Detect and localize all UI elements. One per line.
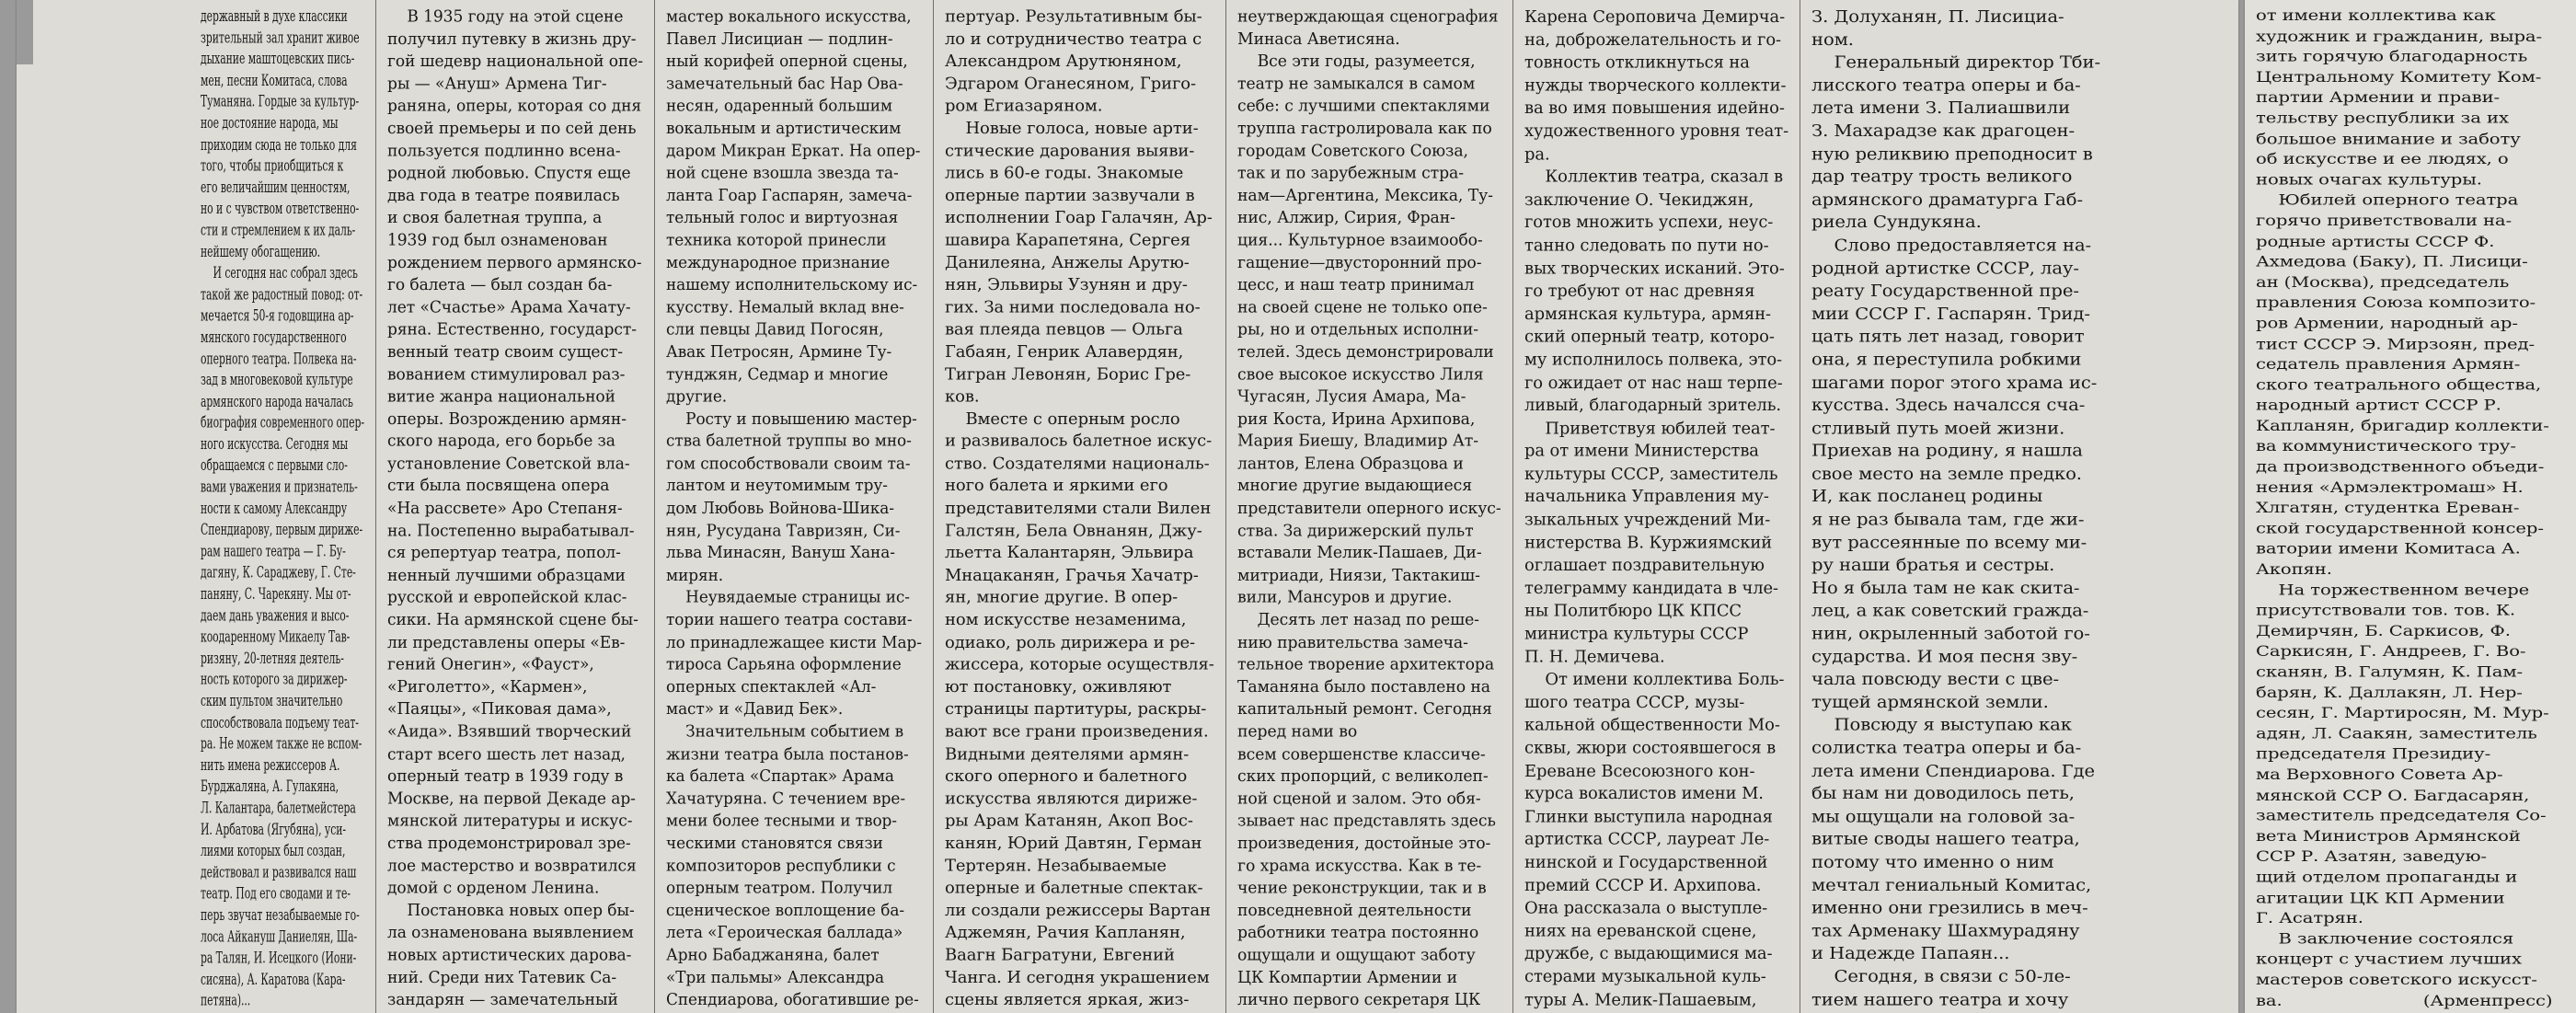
newspaper-clipping-right	[2245, 0, 2576, 1013]
article-column-3	[654, 0, 933, 1013]
article-column-1	[17, 0, 375, 1013]
column-text: от имени коллектива как художник и гражданин, выра- зить горячую благодарность Центральному Комитету Ком- партии Армении и прави- тельству республики за их большое внимание и заботу об искусстве и ее людях, о новых очагах культуры. Юбилей оперного театра горячо приветствовали на- родные артисты СССР Ф. Ахмедова (Баку), П. Лисици- ан (Москва), председатель правления Союза композито- ров Армении, народный ар- тист СССР Э. Мирзоян, пред- седатель правления Армян- ского театрального общества, народный артист СССР Р. Капланян, бригадир коллекти- ва коммунистического тру- да производственного объеди- нения «Армэлектромаш» Н. Хлгатян, студентка Ереван- ской государственной консер- ватории имени Комитаса А. Акопян. На торжественном вечере присутствовали тов. тов. К. Демирчян, Б. Саркисов, Ф. Саркисян, Г. Андреев, Г. Во- сканян, В. Галумян, К. Пам- барян, К. Даллакян, Л. Нер- сесян, Г. Мартиросян, М. Мур- адян, Л. Саакян, заместитель председателя Президиу- ма Верховного Совета Ар- мянской ССР О. Багдасарян, заместитель председателя Со- вета Министров Армянской ССР Р. Азатян, заведую- щий отделом пропаганды и агитации ЦК КП Армении Г. Асатрян. В заключение состоялся концерт с участием лучших мастеров советского искусст- ва. (Арменпресс)	[2256, 6, 2553, 1009]
column-text: Карена Сероповича Демирча- на, доброжелательность и го- товность откликнуться на нужды творческого коллекти- ва во имя повышения идейно- художественного уровня теат- ра. Коллектив театра, сказал в заключение О. Чекиджян, готов множить успехи, неус- танно следовать по пути но- вых творческих исканий. Это- го требуют от нас древняя армянская культура, армян- ский оперный театр, которо- му исполнилось полвека, это- го ожидает от нас наш терпе- ливый, благодарный зритель. Приветствуя юбилей теат- ра от имени Министерства культуры СССР, заместитель начальника Управления му- зыкальных учреждений Ми- нистерства В. Куржиямский оглашает поздравительную телеграмму кандидата в чле- ны Политбюро ЦК КПСС министра культуры СССР П. Н. Демичева. От имени коллектива Боль- шого театра СССР, музы- кальной общественности Мо- сквы, жюри состоявшегося в Ереване Всесоюзного кон- курса вокалистов имени М. Глинки выступила народная артистка СССР, лауреат Ле- нинской и Государственной премий СССР И. Архипова. Она рассказала о выступле- ниях на ереванской сцене, дружбе, с выдающимися ма- стерами музыкальной куль- туры А. Мелик-Пашаевым,	[1524, 6, 1789, 1009]
article-column-2	[375, 0, 654, 1013]
article-column-8	[2245, 0, 2576, 1013]
column-text: З. Долуханян, П. Лисициа- ном. Генеральный директор Тби- лисского театра оперы и ба- лета имени З. Палиашвили З. Махарадзе как драгоцен- ную реликвию преподносит в дар театру трость великого армянского драматурга Габ- риела Сундукяна. Слово предоставляется на- родной артистке СССР, лау- реату Государственной пре- мии СССР Г. Гаспарян. Трид- цать пять лет назад, говорит она, я переступила робкими шагами порог этого храма ис- кусства. Здесь началсся сча- стливый путь моей жизни. Приехав на родину, я нашла свое место на земле предко. И, как посланец родины я не раз бывала там, где жи- вут рассеянные по всему ми- ру наши братья и сестры. Но я была там не как скита- лец, а как советский гражда- нин, окрыленный заботой го- сударства. И моя песня зву- чала повсюду вести с цве- тущей армянской земли. Повсюду я выступаю как солистка театра оперы и ба- лета имени Спендиарова. Где бы нам ни доводилось петь, мы ощущали на головой за- витые своды нашего театра, потому что именно о ним мечтал гениальный Комитас, именно они грезились в меч- тах Арменаку Шахмурадяну и Надежде Папаян... Сегодня, в связи с 50-ле- тием нашего театра и хочу	[1811, 6, 2100, 1009]
article-column-4	[933, 0, 1225, 1013]
column-text: державный в духе классики зрительный зал хранит живое дыхание маштоцевских пись- мен, песни Комитаса, слова Туманяна. Гордые за культур- ное достояние народа, мы приходим сюда не только для того, чтобы приобщиться к его величайшим ценностям, но и с чувством ответственно- сти и стремлением к их даль- нейшему обогащению. И сегодня нас собрал здесь такой же радостный повод: от- мечается 50-я годовщина ар- мянского государственного оперного театра. Полвека на- зад в многовековой культуре армянского народа началась биография современного опер- ного искусства. Сегодня мы обращаемся с первыми сло- вами уважения и признатель- ности к самому Александру Спендиарову, первым дириже- рам нашего театра — Г. Бу- дагяну, К. Сараджеву, Г. Сте- паняну, С. Чарекяну. Мы от- даем дань уважения и высо- коодаренному Микаелу Тав- ризяну, 20-летняя деятель- ность которого за дирижер- ским пультом значительно способствовала подъему теат- ра. Не можем также не вспом- нить имена режиссеров А. Бурджаляна, А. Гулакяна, Л. Калантара, балетмейстера И. Арбатова (Ягубяна), уси- лиями которых был создан, действовал и развивался наш театр. Под его сводами и те- перь звучат незабываемые го- лоса Айкануш Даниелян, Ша- ра Талян, И. Исецкого (Иони- сисяна), А. Каратова (Кара- петяна)...	[201, 6, 365, 1010]
column-text: мастер вокального искусства, Павел Лисициан — подлин- ный корифей оперной сцены, замечательный бас Нар Ова- несян, одаренный большим вокальным и артистическим даром Микран Еркат. На опер- ной сцене взошла звезда та- ланта Гоар Гаспарян, замеча- тельный голос и виртуозная техника которой принесли международное признание нашему исполнительскому ис- кусству. Немалый вклад вне- сли певцы Давид Погосян, Авак Петросян, Армине Ту- тунджян, Седмар и многие другие. Росту и повышению мастер- ства балетной труппы во мно- гом способствовали своим та- лантом и неутомимым тру- дом Любовь Войнова-Шика- нян, Русудана Тавризян, Си- льва Минасян, Вануш Хана- мирян. Неувядаемые страницы ис- тории нашего театра состави- ло принадлежащее кисти Мар- тироса Сарьяна оформление оперных спектаклей «Ал- маст» и «Давид Бек». Значительным событием в жизни театра была постанов- ка балета «Спартак» Арама Хачатуряна. С течением вре- мени более тесными и твор- ческими становятся связи композиторов республики с оперным театром. Получил сценическое воплощение ба- лета «Героическая баллада» Арно Бабаджаняна, балет «Три пальмы» Александра Спендиарова, обогатившие ре-	[666, 6, 922, 1009]
newspaper-clipping-main	[17, 0, 2238, 1013]
article-column-7	[1800, 0, 2238, 1013]
column-text: В 1935 году на этой сцене получил путевку в жизнь дру- гой шедевр национальной опе- ры — «Ануш» Армена Тиг- раняна, оперы, которая со дня своей премьеры и по сей день пользуется подлинно всена- родной любовью. Спустя еще два года в театре появилась и своя балетная труппа, а 1939 год был ознаменован рождением первого армянско- го балета — был создан ба- лет «Счастье» Арама Хачату- ряна. Естественно, государст- венный театр своим сущест- вованием стимулировал раз- витие жанра национальной оперы. Возрождению армян- ского народа, его борьбе за установление Советской вла- сти была посвящена опера «На рассвете» Аро Степаня- на. Постепенно вырабатывал- ся репертуар театра, попол- ненный лучшими образцами русской и европейской клас- сики. На армянской сцене бы- ли представлены оперы «Ев- гений Онегин», «Фауст», «Риголетто», «Кармен», «Паяцы», «Пиковая дама», «Аида». Взявший творческий старт всего шесть лет назад, оперный театр в 1939 году в Москве, на первой Декаде ар- мянской литературы и искус- ства продемонстрировал зре- лое мастерство и возвратился домой с орденом Ленина. Постановка новых опер бы- ла ознаменована выявлением новых артистических дарова- ний. Среди них Татевик Са- зандарян — замечательный	[387, 6, 643, 1009]
column-text: пертуар. Результативным бы- ло и сотрудничество театра с Александром Арутюняном, Эдгаром Оганесяном, Григо- ром Егиазаряном. Новые голоса, новые арти- стические дарования выяви- лись в 60-е годы. Знакомые оперные партии зазвучали в исполнении Гоар Галачян, Ар- шавира Карапетяна, Сергея Данилеяна, Анжелы Арутю- нян, Эльвиры Узунян и дру- гих. За ними последовала но- вая плеяда певцов — Ольга Габаян, Генрик Алавердян, Тигран Левонян, Борис Гре- ков. Вместе с оперным росло и развивалось балетное искус- ство. Создателями националь- ного балета и яркими его представителями стали Вилен Галстян, Бела Овнанян, Джу- льетта Калантарян, Эльвира Мнацаканян, Грачья Хачатр- ян, многие другие. В опер- ном искусстве незаменима, одиако, роль дирижера и ре- жиссера, которые осуществля- ют постановку, оживляют страницы партитуры, раскры- вают все грани произведения. Видными деятелями армян- ского оперного и балетного искусства являются дириже- ры Арам Катанян, Акоп Вос- канян, Юрий Давтян, Герман Тертерян. Незабываемые оперные и балетные спектак- ли создали режиссеры Вартан Аджемян, Рачия Капланян, Ваагн Багратуни, Евгений Чанга. И сегодня украшением сцены является яркая, жиз-	[945, 6, 1214, 1009]
article-column-6	[1512, 0, 1800, 1013]
article-column-5	[1225, 0, 1512, 1013]
column-text: неутверждающая сценография Минаса Аветисяна. Все эти годы, разумеется, театр не замыкался в самом себе: с лучшими спектаклями труппа гастролировала как по городам Советского Союза, так и по зарубежным стра- нам—Аргентина, Мексика, Ту- нис, Алжир, Сирия, Фран- ция... Культурное взаимообо- гащение—двусторонний про- цесс, и наш театр принимал на своей сцене не только опе- ры, но и отдельных исполни- телей. Здесь демонстрировали свое высокое искусство Лиля Чугасян, Лусия Амара, Ма- рия Коста, Ирина Архипова, Мария Биешу, Владимир Ат- лантов, Елена Образцова и многие другие выдающиеся представители оперного искус- ства. За дирижерский пульт вставали Мелик-Пашаев, Ди- митриади, Ниязи, Тактакиш- вили, Мансуров и другие. Десять лет назад по реше- нию правительства замеча- тельное творение архитектора Таманяна было поставлено на капитальный ремонт. Сегодня перед нами во всем совершенстве классиче- ских пропорций, с великолеп- ной сценой и залом. Это обя- зывает нас представлять здесь произведения, достойные это- го храма искусства. Как в те- чение реконструкции, так и в повседневной деятельности работники театра постоянно ощущали и ощущают заботу ЦК Компартии Армении и лично первого секретаря ЦК	[1237, 6, 1501, 1009]
